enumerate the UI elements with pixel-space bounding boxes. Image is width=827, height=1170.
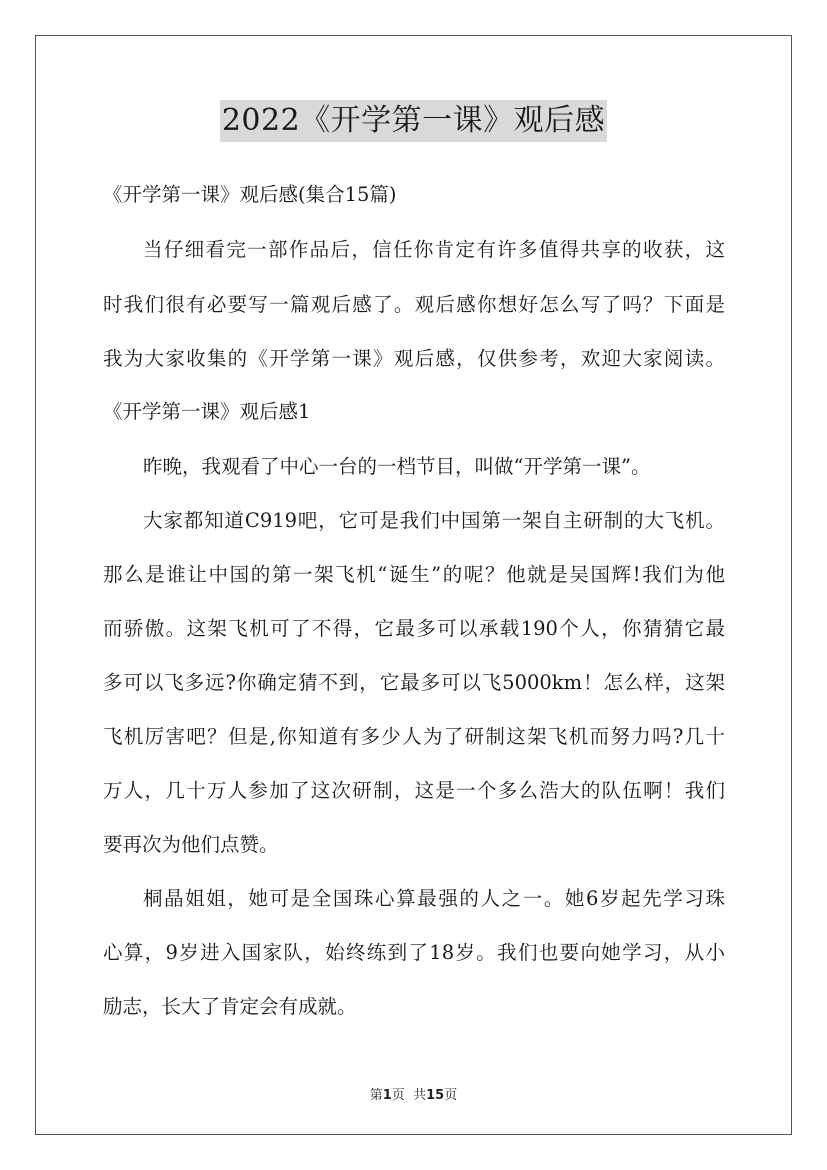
paragraph-line: 要再次为他们点赞。 bbox=[103, 833, 279, 856]
paragraph-line: 飞机厉害吧？但是,你知道有多少人为了研制这架飞机而努力吗?几十 bbox=[103, 725, 725, 748]
page-number: 1 bbox=[382, 1088, 392, 1103]
intro-line: 当仔细看完一部作品后，信任你肯定有许多值得共享的收获，这 bbox=[143, 238, 725, 261]
paragraph-line: 励志，长大了肯定会有成就。 bbox=[103, 995, 357, 1018]
paragraph-line: 那么是谁让中国的第一架飞机“诞生”的呢？他就是吴国辉!我们为他 bbox=[103, 563, 725, 586]
title-container bbox=[0, 100, 827, 142]
document-title: 2022《开学第一课》观后感 bbox=[220, 100, 607, 142]
paragraph-line: 多可以飞多远?你确定猜不到，它最多可以飞5000km！怎么样，这架 bbox=[103, 671, 725, 694]
paragraph-line: 万人，几十万人参加了这次研制，这是一个多么浩大的队伍啊！我们 bbox=[103, 779, 725, 802]
intro-line: 时我们很有必要写一篇观后感了。观后感你想好怎么写了吗？下面是 bbox=[103, 293, 725, 316]
total-pages: 15 bbox=[426, 1088, 445, 1103]
paragraph-line: 大家都知道C919吧，它可是我们中国第一架自主研制的大飞机。 bbox=[143, 509, 725, 532]
paragraph-line: 心算，9岁进入国家队，始终练到了18岁。我们也要向她学习，从小 bbox=[103, 941, 725, 964]
footer-suffix: 页 bbox=[444, 1088, 458, 1103]
intro-line: 我为大家收集的《开学第一课》观后感，仅供参考，欢迎大家阅读。 bbox=[103, 347, 725, 370]
paragraph-line: 昨晚，我观看了中心一台的一档节目，叫做“开学第一课”。 bbox=[143, 455, 651, 478]
page-footer bbox=[0, 1084, 827, 1103]
section-heading: 《开学第一课》观后感1 bbox=[103, 400, 311, 423]
document-subtitle: 《开学第一课》观后感(集合15篇) bbox=[103, 183, 397, 206]
footer-mid: 页 共 bbox=[391, 1088, 427, 1103]
paragraph-line: 桐晶姐姐，她可是全国珠心算最强的人之一。她6岁起先学习珠 bbox=[143, 887, 725, 910]
paragraph-line: 而骄傲。这架飞机可了不得，它最多可以承载190个人，你猜猜它最 bbox=[103, 617, 725, 640]
footer-prefix: 第 bbox=[369, 1088, 383, 1103]
